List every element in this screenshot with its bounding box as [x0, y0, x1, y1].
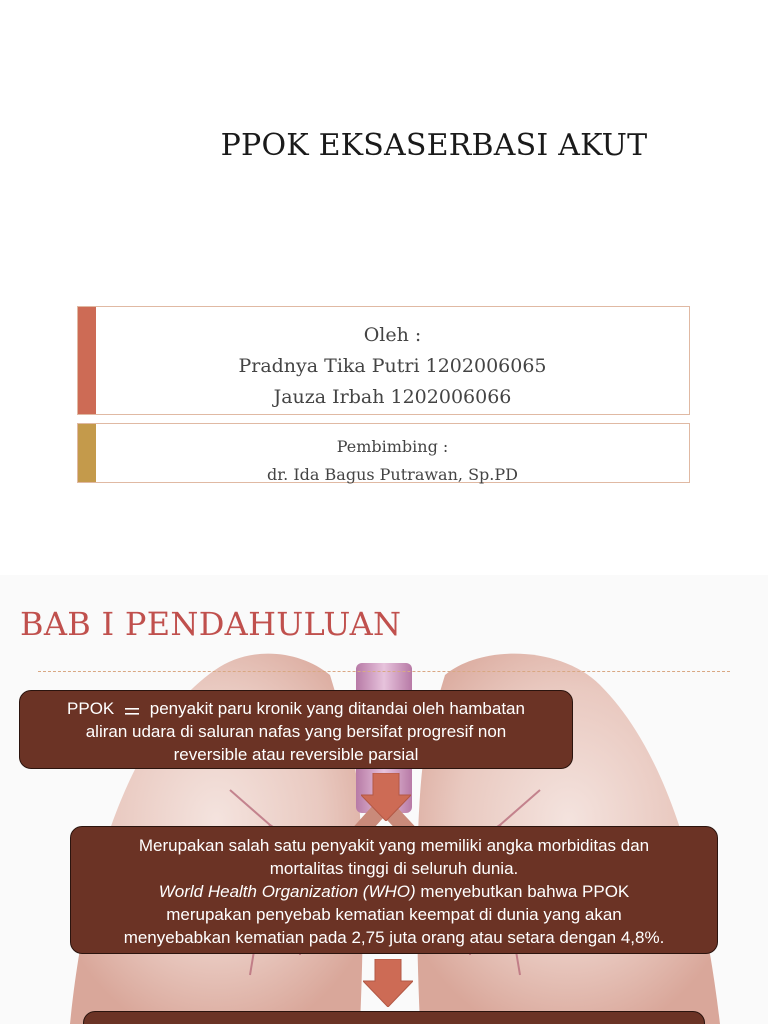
authors-box: [77, 306, 690, 415]
equivalence-icon: [123, 705, 141, 717]
epidemiology-line-1: Merupakan salah satu penyakit yang memiliki angka morbiditas dan: [138, 836, 650, 855]
epidemiology-line-5: menyebabkan kematian pada 2,75 juta orang atau setara dengan 4,8%.: [123, 928, 665, 947]
who-name: World Health Organization (WHO): [158, 882, 416, 901]
definition-line-3: reversible atau reversible parsial: [173, 745, 419, 764]
arrow-down-icon: [363, 959, 413, 1007]
epidemiology-line-4: merupakan penyebab kematian keempat di dunia yang akan: [166, 905, 622, 924]
title-divider: [38, 671, 730, 672]
next-callout: [83, 1011, 705, 1024]
author-2: Jauza Irbah 1202006066: [273, 386, 512, 408]
advisor-box: [77, 423, 690, 483]
authors-heading: Oleh :: [363, 324, 422, 346]
advisor-accent-bar: [78, 424, 96, 482]
epidemiology-callout: [70, 826, 718, 954]
ppok-term: PPOK: [67, 699, 115, 718]
epidemiology-line-3: menyebutkan bahwa PPOK: [415, 882, 630, 901]
introduction-slide: [0, 575, 768, 1024]
authors-accent-bar: [78, 307, 96, 414]
presentation-title: PPOK EKSASERBASI AKUT: [220, 128, 648, 163]
advisor-name: dr. Ida Bagus Putrawan, Sp.PD: [267, 465, 518, 484]
author-1: Pradnya Tika Putri 1202006065: [238, 355, 547, 377]
definition-callout: [19, 690, 573, 769]
section-title: BAB I PENDAHULUAN: [20, 605, 402, 643]
definition-line-2: aliran udara di saluran nafas yang bersifat progresif non: [85, 722, 507, 741]
arrow-down-icon: [361, 773, 411, 821]
advisor-heading: Pembimbing :: [336, 437, 449, 456]
epidemiology-line-2: mortalitas tinggi di seluruh dunia.: [269, 859, 519, 878]
definition-line-1: penyakit paru kronik yang ditandai oleh hambatan: [149, 699, 525, 718]
